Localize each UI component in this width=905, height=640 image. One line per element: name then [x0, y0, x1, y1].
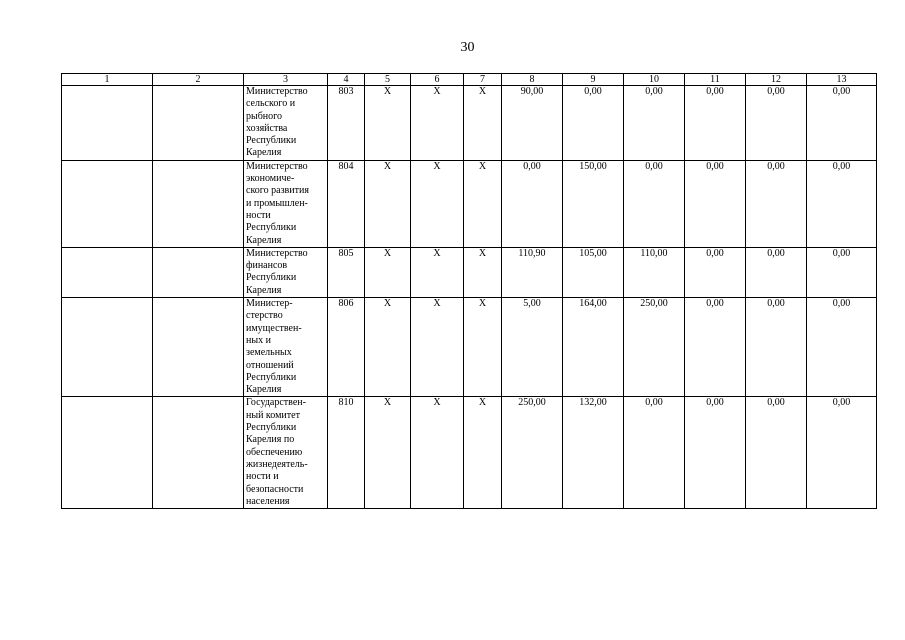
table-row [62, 397, 877, 509]
column-header: 11 [685, 74, 746, 86]
organization-name-cell [244, 298, 328, 397]
organization-name-line: ный комитет [246, 409, 300, 421]
organization-name-cell [244, 160, 328, 247]
organization-name-line: Карелия [246, 284, 282, 296]
value-cell-c10: 250,00 [624, 298, 685, 397]
organization-name-line: ности [246, 209, 271, 221]
value-cell-c9: 105,00 [563, 247, 624, 297]
budget-table [61, 73, 877, 509]
value-cell-c11: 0,00 [685, 247, 746, 297]
value-cell-c13: 0,00 [807, 397, 877, 509]
value-cell-c11: 0,00 [685, 160, 746, 247]
empty-cell-col2 [153, 247, 244, 297]
column-header: 6 [411, 74, 464, 86]
value-cell-c13: 0,00 [807, 247, 877, 297]
table-row [62, 86, 877, 161]
value-cell-c7: Х [464, 397, 502, 509]
organization-name-line: населения [246, 495, 290, 507]
value-cell-c6: Х [411, 298, 464, 397]
column-header: 13 [807, 74, 877, 86]
value-cell-c6: Х [411, 160, 464, 247]
column-header: 9 [563, 74, 624, 86]
code-cell: 806 [328, 298, 365, 397]
value-cell-c7: Х [464, 160, 502, 247]
value-cell-c11: 0,00 [685, 86, 746, 161]
empty-cell-col1 [62, 397, 153, 509]
value-cell-c13: 0,00 [807, 298, 877, 397]
organization-name-line: Карелия [246, 384, 282, 396]
value-cell-c7: Х [464, 298, 502, 397]
column-header: 7 [464, 74, 502, 86]
value-cell-c5: Х [365, 247, 411, 297]
value-cell-c12: 0,00 [746, 247, 807, 297]
organization-name-line: стерство [246, 310, 283, 322]
organization-name-line: обеспечению [246, 446, 303, 458]
organization-name-cell [244, 86, 328, 161]
organization-name-line: ных и [246, 334, 271, 346]
value-cell-c12: 0,00 [746, 160, 807, 247]
value-cell-c6: Х [411, 397, 464, 509]
organization-name-line: отношений [246, 359, 294, 371]
organization-name-line: ности и [246, 471, 279, 483]
code-cell: 804 [328, 160, 365, 247]
code-cell: 805 [328, 247, 365, 297]
value-cell-c10: 0,00 [624, 160, 685, 247]
value-cell-c8: 5,00 [502, 298, 563, 397]
organization-name-line: финансов [246, 260, 288, 272]
value-cell-c8: 0,00 [502, 160, 563, 247]
table-row [62, 298, 877, 397]
value-cell-c6: Х [411, 247, 464, 297]
value-cell-c5: Х [365, 160, 411, 247]
organization-name-line: ского развития [246, 185, 309, 197]
table-row [62, 160, 877, 247]
organization-name-cell [244, 247, 328, 297]
organization-name-line: жизнедеятель- [246, 458, 308, 470]
organization-name-line: Карелия по [246, 434, 295, 446]
empty-cell-col2 [153, 298, 244, 397]
column-header: 12 [746, 74, 807, 86]
organization-name-line: Министерство [246, 160, 308, 172]
value-cell-c8: 90,00 [502, 86, 563, 161]
empty-cell-col2 [153, 397, 244, 509]
value-cell-c12: 0,00 [746, 86, 807, 161]
column-header: 1 [62, 74, 153, 86]
value-cell-c11: 0,00 [685, 298, 746, 397]
organization-name-line: Карелия [246, 147, 282, 159]
organization-name-line: Министер- [246, 298, 293, 310]
header-row [62, 74, 877, 86]
organization-name-line: и промышлен- [246, 197, 308, 209]
organization-name-line: Министерство [246, 86, 308, 97]
value-cell-c10: 110,00 [624, 247, 685, 297]
empty-cell-col1 [62, 247, 153, 297]
column-header: 4 [328, 74, 365, 86]
value-cell-c9: 0,00 [563, 86, 624, 161]
organization-name-line: Республики [246, 371, 297, 383]
value-cell-c8: 110,90 [502, 247, 563, 297]
value-cell-c5: Х [365, 298, 411, 397]
organization-name-line: земельных [246, 347, 292, 359]
table-body [62, 86, 877, 509]
column-header: 2 [153, 74, 244, 86]
empty-cell-col1 [62, 160, 153, 247]
organization-name-line: сельского и [246, 98, 296, 110]
column-header: 8 [502, 74, 563, 86]
value-cell-c10: 0,00 [624, 86, 685, 161]
empty-cell-col1 [62, 86, 153, 161]
organization-name-line: Республики [246, 272, 297, 284]
organization-name-cell [244, 397, 328, 509]
code-cell: 810 [328, 397, 365, 509]
value-cell-c6: Х [411, 86, 464, 161]
value-cell-c13: 0,00 [807, 86, 877, 161]
organization-name-line: экономиче- [246, 173, 295, 185]
value-cell-c5: Х [365, 86, 411, 161]
empty-cell-col1 [62, 298, 153, 397]
value-cell-c9: 164,00 [563, 298, 624, 397]
organization-name-line: хозяйства [246, 122, 288, 134]
column-header: 5 [365, 74, 411, 86]
value-cell-c5: Х [365, 397, 411, 509]
value-cell-c12: 0,00 [746, 397, 807, 509]
empty-cell-col2 [153, 160, 244, 247]
organization-name-line: Республики [246, 222, 297, 234]
value-cell-c13: 0,00 [807, 160, 877, 247]
organization-name-line: Республики [246, 422, 297, 434]
value-cell-c9: 150,00 [563, 160, 624, 247]
value-cell-c12: 0,00 [746, 298, 807, 397]
organization-name-line: Республики [246, 135, 297, 147]
value-cell-c10: 0,00 [624, 397, 685, 509]
value-cell-c9: 132,00 [563, 397, 624, 509]
column-header: 3 [244, 74, 328, 86]
organization-name-line: безопасности [246, 483, 304, 495]
organization-name-line: Государствен- [246, 397, 306, 409]
column-header: 10 [624, 74, 685, 86]
page-number: 30 [460, 40, 475, 55]
value-cell-c8: 250,00 [502, 397, 563, 509]
value-cell-c7: Х [464, 86, 502, 161]
organization-name-line: Министерство [246, 247, 308, 259]
value-cell-c7: Х [464, 247, 502, 297]
code-cell: 803 [328, 86, 365, 161]
organization-name-line: Карелия [246, 234, 282, 246]
table-row [62, 247, 877, 297]
value-cell-c11: 0,00 [685, 397, 746, 509]
empty-cell-col2 [153, 86, 244, 161]
organization-name-line: имуществен- [246, 322, 302, 334]
organization-name-line: рыбного [246, 110, 283, 122]
